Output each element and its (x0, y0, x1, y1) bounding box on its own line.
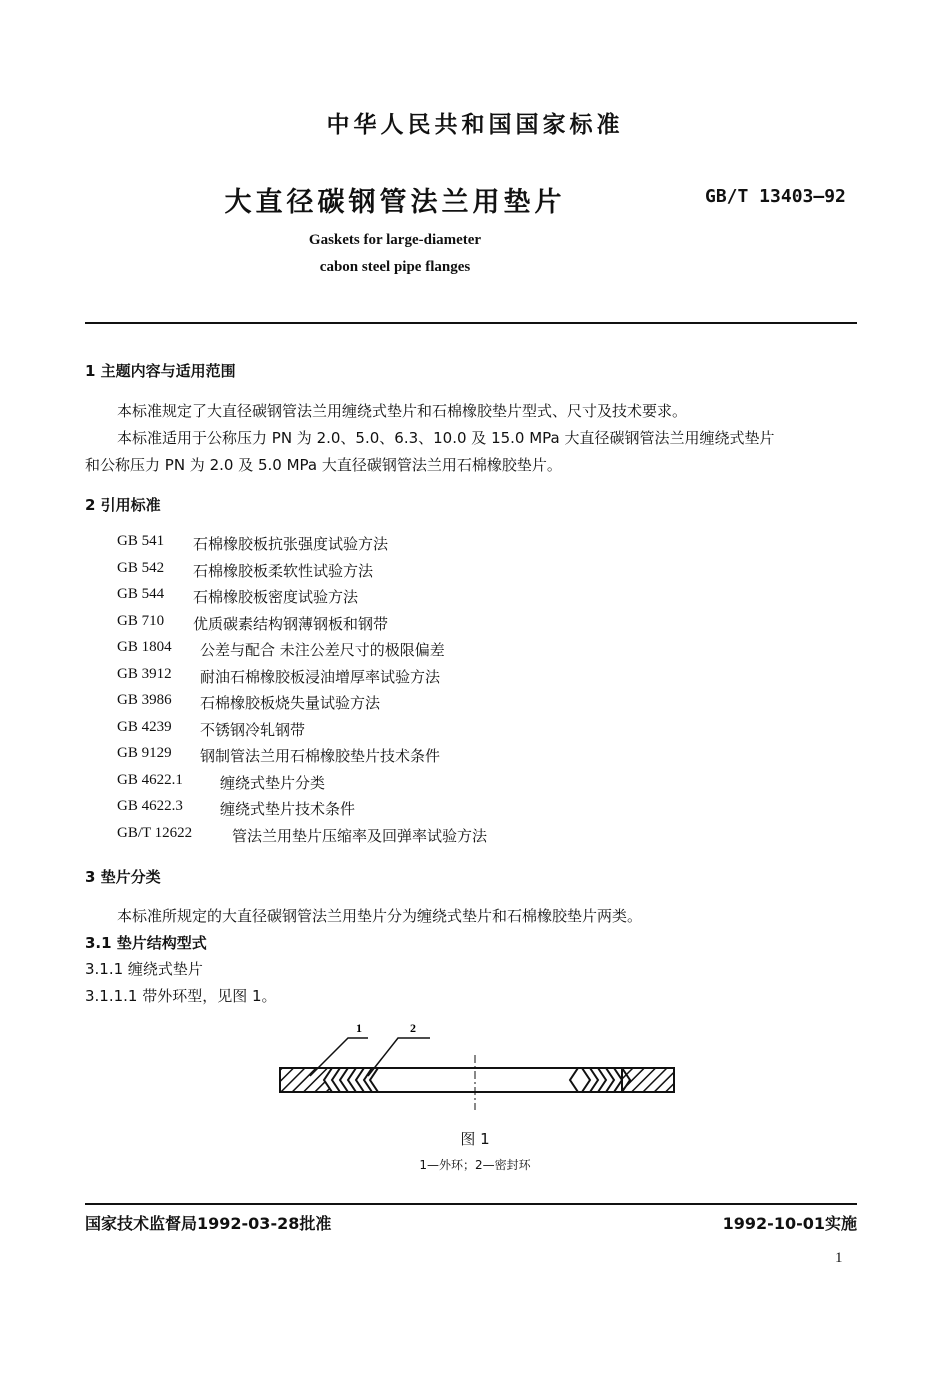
section-1-para-1: 本标准规定了大直径碳钢管法兰用缠绕式垫片和石棉橡胶垫片型式、尺寸及技术要求。 (117, 402, 688, 420)
section-1-para-2-line-2: 和公称压力 PN 为 2.0 及 5.0 MPa 大直径碳钢管法兰用石棉橡胶垫片。 (85, 456, 562, 474)
section-1-para-2-line-1: 本标准适用于公称压力 PN 为 2.0、5.0、6.3、10.0 及 15.0 MPa 大直径碳钢管法兰用缠绕式垫片 (117, 429, 775, 447)
reference-code: GB 3912 (117, 666, 172, 682)
reference-code: GB 3986 (117, 692, 172, 708)
section-1-heading: 1 主题内容与适用范围 (85, 362, 236, 380)
reference-code: GB 4239 (117, 719, 172, 735)
reference-name: 管法兰用垫片压缩率及回弹率试验方法 (232, 827, 488, 845)
document-title-en-line1: Gaskets for large-diameter (308, 232, 482, 248)
section-3-1-1-heading: 3.1.1 缠绕式垫片 (85, 960, 203, 978)
implementation-date: 1992-10-01实施 (722, 1214, 857, 1233)
document-title-cn: 大直径碳钢管法兰用垫片 (224, 187, 566, 218)
section-3-para-1: 本标准所规定的大直径碳钢管法兰用垫片分为缠绕式垫片和石棉橡胶垫片两类。 (117, 907, 643, 925)
footer-divider (85, 1203, 857, 1205)
section-3-heading: 3 垫片分类 (85, 868, 161, 886)
approval-date: 国家技术监督局1992-03-28批准 (85, 1214, 332, 1233)
reference-code: GB 544 (117, 586, 165, 602)
reference-name: 石棉橡胶板烧失量试验方法 (200, 694, 381, 712)
reference-name: 钢制管法兰用石棉橡胶垫片技术条件 (200, 747, 441, 765)
reference-name: 石棉橡胶板柔软性试验方法 (193, 562, 374, 580)
reference-code: GB 4622.1 (117, 772, 183, 788)
reference-name: 石棉橡胶板密度试验方法 (193, 588, 359, 606)
document-title-en-line2: cabon steel pipe flanges (319, 259, 471, 275)
reference-name: 耐油石棉橡胶板浸油增厚率试验方法 (200, 668, 441, 686)
figure-label-1: 1 (356, 1021, 362, 1035)
figure-label-2: 2 (410, 1021, 416, 1035)
reference-name: 石棉橡胶板抗张强度试验方法 (193, 535, 389, 553)
reference-code: GB 710 (117, 613, 165, 629)
standard-code: GB/T 13403—92 (705, 186, 846, 207)
reference-code: GB 4622.3 (117, 798, 183, 814)
reference-code: GB 9129 (117, 745, 172, 761)
page-number: 1 (835, 1250, 843, 1266)
right-outer-ring (622, 1068, 674, 1092)
figure-legend: 1—外环；2—密封环 (419, 1158, 531, 1172)
section-2-heading: 2 引用标准 (85, 496, 161, 514)
header-divider (85, 322, 857, 324)
reference-code: GB 541 (117, 533, 165, 549)
reference-name: 公差与配合 未注公差尺寸的极限偏差 (200, 641, 445, 659)
reference-name: 缠绕式垫片技术条件 (220, 800, 356, 818)
section-3-1-1-1-heading: 3.1.1.1 带外环型，见图 1。 (85, 987, 277, 1005)
figure-1-gasket-diagram (260, 1010, 690, 1120)
reference-code: GB 1804 (117, 639, 172, 655)
reference-name: 优质碳素结构钢薄钢板和钢带 (193, 615, 389, 633)
section-3-1-heading: 3.1 垫片结构型式 (85, 934, 207, 952)
issuing-organization: 中华人民共和国国家标准 (326, 112, 624, 138)
reference-name: 缠绕式垫片分类 (220, 774, 326, 792)
reference-code: GB/T 12622 (117, 825, 193, 841)
reference-name: 不锈钢冷轧钢带 (200, 721, 306, 739)
reference-code: GB 542 (117, 560, 165, 576)
figure-caption: 图 1 (460, 1130, 490, 1148)
